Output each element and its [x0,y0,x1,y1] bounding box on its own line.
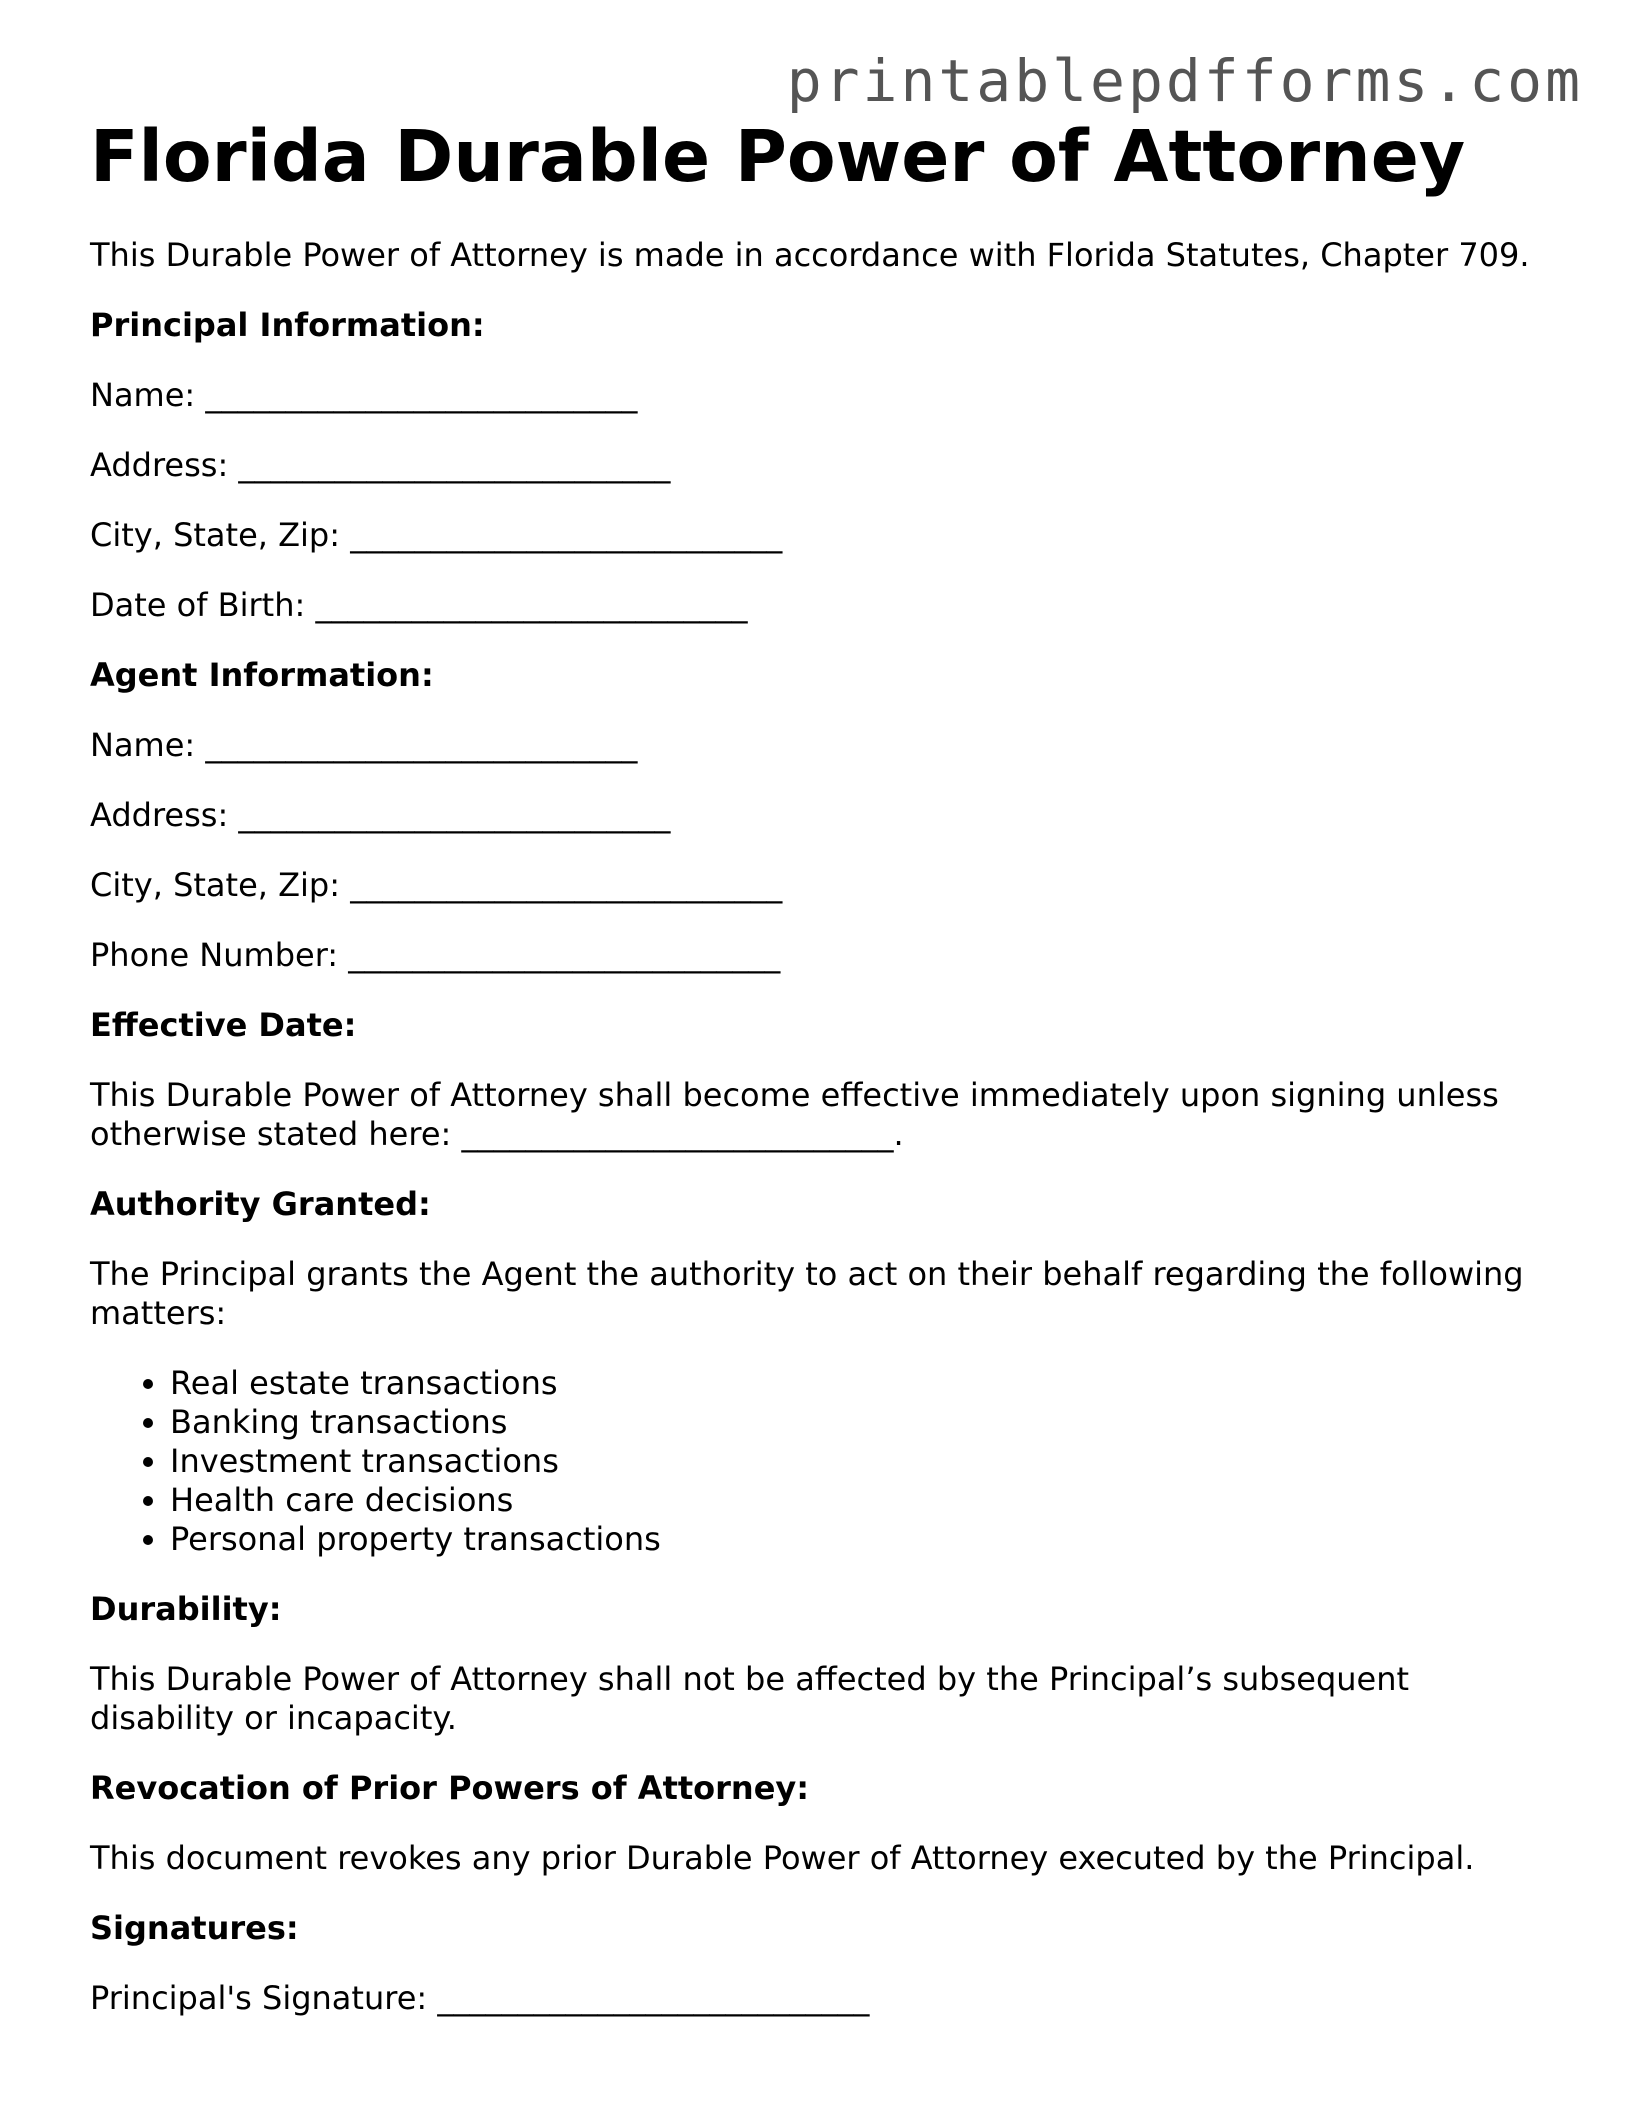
agent-address-label: Address: [90,795,229,834]
agent-address-blank[interactable]: ___________________________ [238,795,671,834]
principal-name-blank[interactable]: ___________________________ [205,375,638,414]
revocation-text: This document revokes any prior Durable Power of Attorney executed by the Principal. [90,1838,1475,1877]
durability-heading: Durability: [90,1589,282,1628]
authority-list [90,1364,1560,1559]
principal-signature-field [90,1979,1560,2018]
list-item: • Personal property transactions [170,1520,1560,1559]
principal-city-blank[interactable]: ___________________________ [350,515,783,554]
agent-phone-blank[interactable]: ___________________________ [348,935,781,974]
principal-name-field [90,376,1560,415]
agent-name-field [90,726,1560,765]
effective-date-heading: Effective Date: [90,1005,357,1044]
principal-city-label: City, State, Zip: [90,515,341,554]
intro-text: This Durable Power of Attorney is made in accordance with Florida Statutes, Chapter 709. [90,235,1530,274]
principal-city-field [90,516,1560,555]
principal-address-field [90,446,1560,485]
agent-heading: Agent Information: [90,655,434,694]
agent-phone-label: Phone Number: [90,935,339,974]
authority-text: The Principal grants the Agent the authority to act on their behalf regarding the following matters: [90,1254,1524,1332]
principal-dob-label: Date of Birth: [90,585,306,624]
principal-signature-label: Principal's Signature: [90,1978,428,2017]
principal-signature-blank[interactable]: ___________________________ [437,1978,870,2017]
list-item: • Investment transactions [170,1442,1560,1481]
watermark: printablepdfforms.com [786,47,1583,115]
agent-phone-field [90,936,1560,975]
revocation-heading: Revocation of Prior Powers of Attorney: [90,1768,810,1807]
document-title: Florida Durable Power of Attorney [90,115,1466,198]
principal-name-label: Name: [90,375,196,414]
effective-date-period: . [893,1114,904,1153]
principal-dob-field [90,586,1560,625]
agent-name-blank[interactable]: ___________________________ [205,725,638,764]
agent-city-field [90,866,1560,905]
agent-city-label: City, State, Zip: [90,865,341,904]
effective-date-blank[interactable]: ___________________________ [461,1114,894,1153]
agent-name-label: Name: [90,725,196,764]
document-page [90,116,1560,2018]
principal-address-label: Address: [90,445,229,484]
agent-city-blank[interactable]: ___________________________ [350,865,783,904]
principal-address-blank[interactable]: ___________________________ [238,445,671,484]
durability-text: This Durable Power of Attorney shall not be affected by the Principal’s subsequent disability or incapacity. [90,1659,1410,1737]
list-item: • Real estate transactions [170,1364,1560,1403]
list-item: • Banking transactions [170,1403,1560,1442]
principal-dob-blank[interactable]: ___________________________ [315,585,748,624]
effective-date-text [90,1076,1560,1154]
agent-address-field [90,796,1560,835]
signatures-heading: Signatures: [90,1908,299,1947]
authority-heading: Authority Granted: [90,1184,431,1223]
list-item: • Health care decisions [170,1481,1560,1520]
effective-date-statement: This Durable Power of Attorney shall become effective immediately upon signing unless otherwise stated here: [90,1075,1499,1153]
principal-heading: Principal Information: [90,305,485,344]
